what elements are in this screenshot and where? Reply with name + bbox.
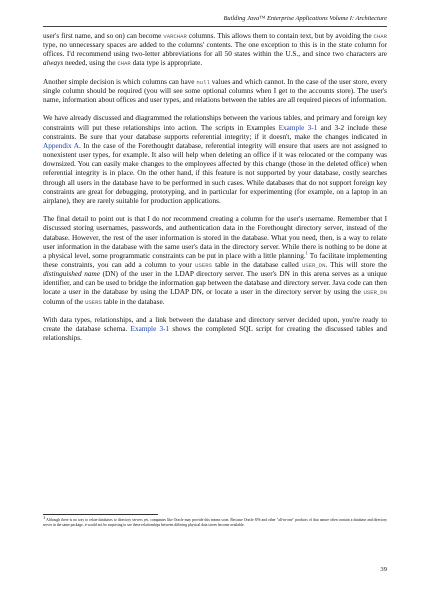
- text-run: Another simple decision is which columns can have: [43, 77, 197, 86]
- document-page: [43, 0, 387, 598]
- emphasis-not: not: [161, 215, 172, 224]
- text-run: needed, using the: [63, 59, 118, 68]
- text-run: To facilitate implementing these constraints, you can add a column to your: [43, 251, 387, 269]
- code-users: USERS: [195, 262, 212, 269]
- paragraph-username-column: [43, 215, 387, 307]
- code-user-dn: USER_DN: [301, 262, 326, 269]
- text-run: and 3-2 include these constraints. Be sure that your database supports referential integrity; if it doesn't, make the changes indicated in: [43, 123, 387, 141]
- header-rule: [43, 26, 387, 27]
- text-run: shows the completed SQL script for creating the discussed tables and relationships.: [43, 325, 388, 343]
- text-run: values and which cannot. In the case of the user store, every single column should be required (you will see some optional columns when I get to the accounts store). The user's name, information about offices and user types, and relations between the tables are all required pieces of information.: [43, 77, 387, 105]
- footnote: [43, 515, 387, 528]
- text-run: user's first name, and so on) can become: [43, 32, 164, 40]
- footnote-number: 1: [43, 515, 46, 520]
- paragraph-schema-intro: [43, 316, 387, 343]
- text-run: type, no unnecessary spaces are added to the columns' contents. The one exception to this is in the state column for offices. I'd recommend using two-letter abbreviations for all 50 states within the U.S., and since two characters are: [43, 41, 387, 59]
- paragraph-null-values: [43, 78, 387, 105]
- text-run: . In the case of the Forethought database, referential integrity will ensure that users are not assigned to nonexistent user types, for example. It also will help when deleting an office if it was relocated or the company was downsized. You can easily make changes to the employees affected by this change (those in the deleted office) when referential integrity is in place. On the other hand, if this feature is not supported by your database, costly searches through all users in the database have to be performed in such cases. While databases that do not support foreign key constraints are great for debugging, prototyping, and in particular for experimenting (for example, on a laptop in an airplane), they are rarely suitable for production applications.: [43, 141, 387, 205]
- text-run: With data types, relationships, and a link between the database and directory server decided upon, you're ready to create the database schema.: [43, 315, 387, 334]
- code-user-dn: USER_DN: [363, 289, 387, 297]
- emphasis-distinguished-name: distinguished name: [43, 270, 100, 279]
- code-char: CHAR: [373, 33, 387, 40]
- footnote-rule: [43, 514, 158, 515]
- text-run: table in the database.: [101, 297, 165, 306]
- code-char: CHAR: [117, 60, 131, 68]
- footnote-text: Although there is no way to relate databases to directory servers yet, companies like Oracle may provide this means soon. Because Oracle 8/9i and other "all-in-one" products of that nature often contain a database and directory server in the same package, it would not be surprising to see these relationships between differing physical data stores become available.: [43, 518, 387, 528]
- code-varchar: VARCHAR: [163, 33, 187, 40]
- text-run: . This will store the: [325, 261, 387, 269]
- link-appendix-a[interactable]: Appendix A: [43, 141, 79, 150]
- link-example-3-1[interactable]: Example 3-1: [278, 123, 318, 132]
- paragraph-referential-integrity: [43, 114, 387, 206]
- code-null: null: [196, 78, 210, 86]
- link-example-3-1[interactable]: Example 3-1: [130, 325, 170, 334]
- footnote-marker[interactable]: 1: [305, 250, 308, 256]
- text-run: table in the database called: [211, 261, 302, 269]
- text-run: The final detail to point out is that I do: [43, 215, 162, 224]
- emphasis-always: always: [43, 59, 64, 68]
- text-run: We have already discussed and diagrammed the relationships between the various tables, and primary and foreign key constraints will put these relationships into action. The scripts in Examples: [43, 114, 387, 132]
- text-run: columns. This allows them to contain text, but by avoiding the: [186, 32, 374, 40]
- text-run: (DN) of the user in the LDAP directory server. The user's DN in this arena serves as a unique identifier, and can be used to bridge the information gap between the database and directory server. Java code can then locate a user in the database by using the LDAP DN, or locate a user in the directory server by using the: [43, 270, 387, 297]
- code-users: USERS: [85, 298, 102, 306]
- text-run: recommend creating a column for the user's username. Remember that I discussed storing usernames, passwords, and authentication data in the Forethought directory server, instead of the database. However, the rest of the user information is stored in the database. What you need, then, is a way to relate user information in the database with the same user's data in the directory server. While there is nothing to be done at a physical level, some programmatic constraints can be put in place with a little planning.: [43, 215, 388, 260]
- paragraph-data-types: [43, 32, 387, 69]
- body-text: [43, 32, 387, 353]
- running-header: Building Java™ Enterprise Applications Volume I: Architecture: [223, 15, 387, 22]
- page-number: 39: [380, 566, 387, 573]
- text-run: data type is appropriate.: [130, 59, 203, 68]
- text-run: column of the: [43, 297, 86, 306]
